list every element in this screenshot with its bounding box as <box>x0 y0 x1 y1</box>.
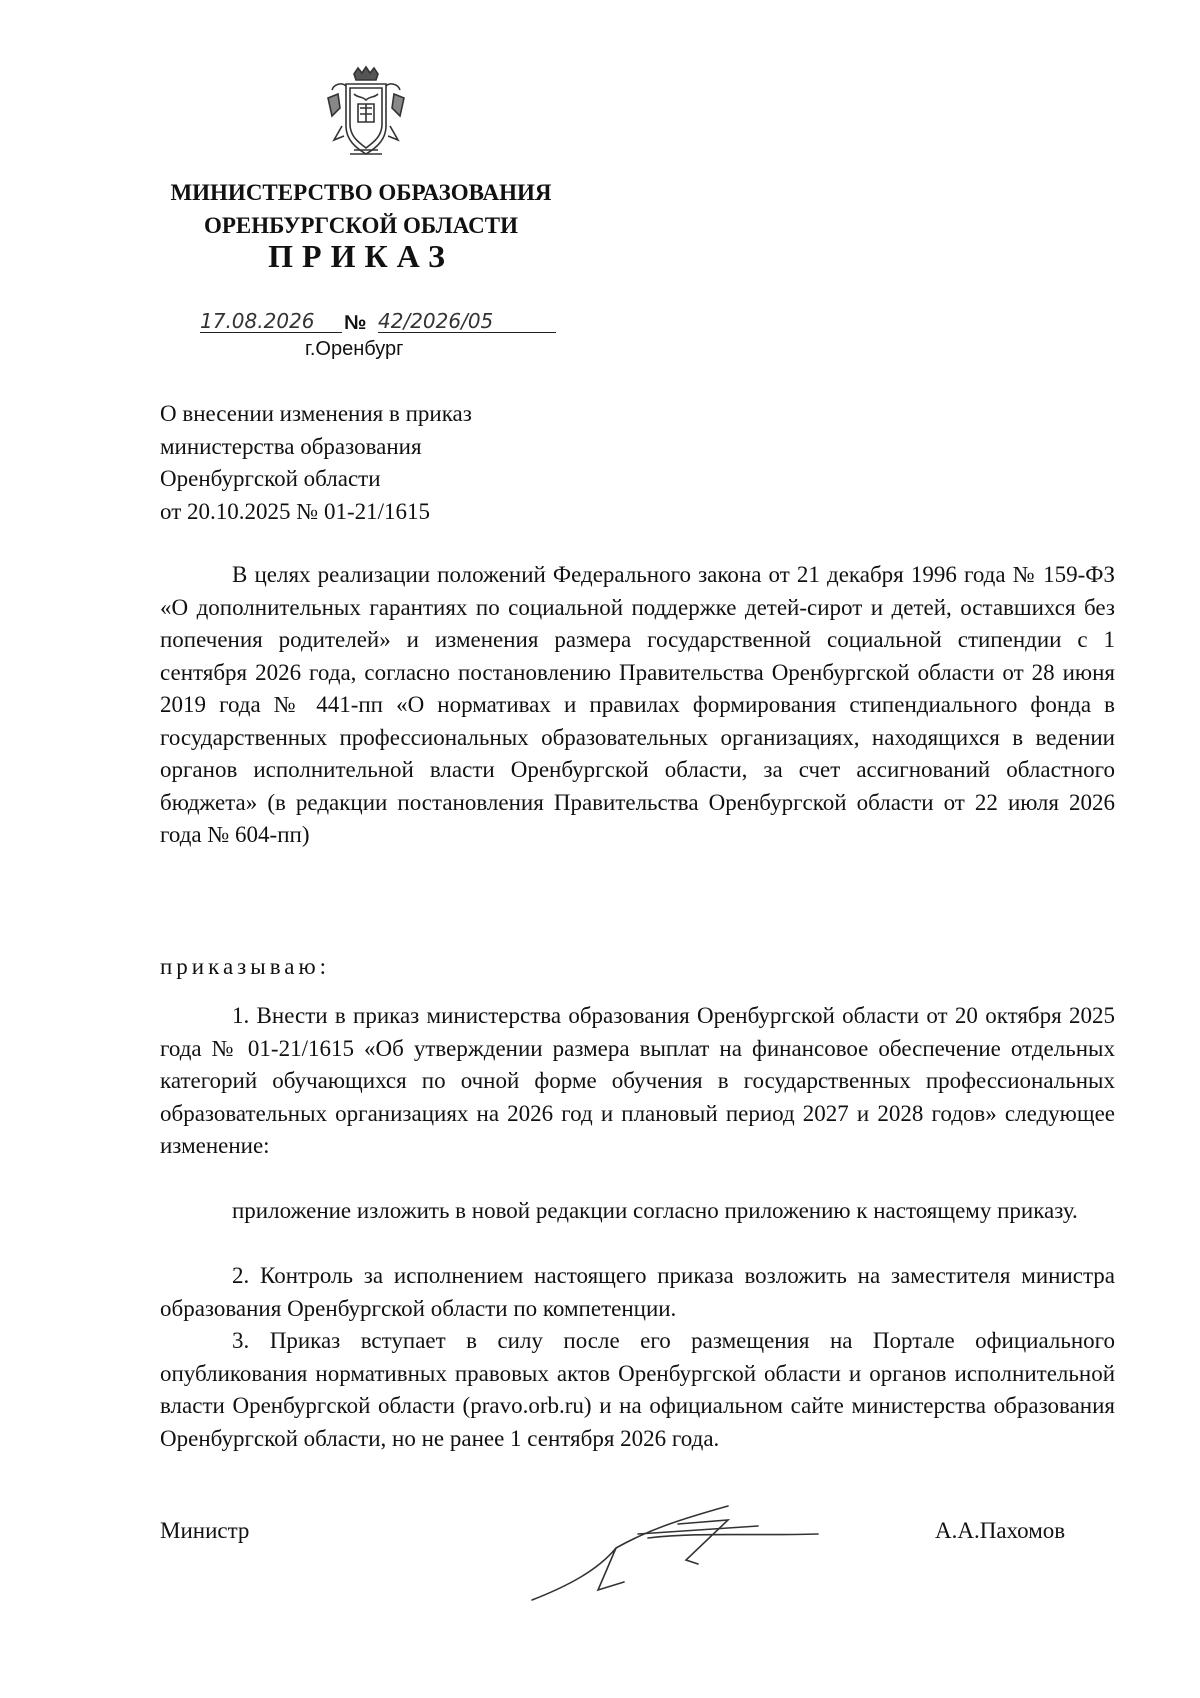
ministry-header <box>155 176 567 242</box>
subject-line: Оренбургской области <box>160 466 381 491</box>
signature-image <box>528 1490 828 1610</box>
ministry-name-line2: ОРЕНБУРГСКОЙ ОБЛАСТИ <box>203 213 519 238</box>
number-label: № <box>344 312 367 334</box>
order-item-1-sub: приложение изложить в новой редакции согласно приложению к настоящему приказу. <box>232 1198 1078 1223</box>
ministry-name-line1: МИНИСТЕРСТВО ОБРАЗОВАНИЯ <box>170 180 552 205</box>
subject-line: от 20.10.2025 № 01-21/1615 <box>160 498 430 524</box>
registration-line <box>200 306 560 342</box>
city-label: г.Оренбург <box>305 338 404 360</box>
order-item-3: 3. Приказ вступает в силу после его размещения на Портале официального опубликования нормативных правовых актов Оренбургской области и органов исполнительной власти Оренбургской области (pravo.orb.ru) и на официальном сайте министерства образования Оренбургской области, но не ранее 1 сентября 2026 года. <box>160 1328 1115 1451</box>
document-type-title: ПРИКАЗ <box>268 238 454 274</box>
order-item-1: 1. Внести в приказ министерства образования Оренбургской области от 20 октября 2025 года № 01-21/1615 «Об утверждении размера выплат на финансовое обеспечение отдельных категорий обучающихся по очной форме обучения в государственных профессиональных образовательных организациях на 2026 год и плановый период 2027 и 2028 годов» следующее изменение: <box>160 1003 1115 1158</box>
coat-of-arms-icon <box>324 64 408 160</box>
handwritten-number: 42/2026/05 <box>378 310 556 333</box>
handwritten-date: 17.08.2026 <box>200 310 342 333</box>
subject-line: О внесении изменения в приказ <box>160 401 472 426</box>
document-subject <box>160 398 620 528</box>
signatory-role: Министр <box>160 1518 250 1543</box>
order-word: приказываю: <box>160 954 331 979</box>
preamble-paragraph: В целях реализации положений Федерального закона от 21 декабря 1996 года № 159-ФЗ «О дополнительных гарантиях по социальной поддержке детей-сирот и детей, оставшихся без попечения родителей» и изменения размера государственной социальной стипендии с 1 сентября 2026 года, согласно постановлению Правительства Оренбургской области от 28 июня 2019 года № 441-пп «О нормативах и правилах формирования стипендиального фонда в государственных профессиональных образовательных организациях, находящихся в ведении органов исполнительной власти Оренбургской области, за счет ассигнований областного бюджета» (в редакции постановления Правительства Оренбургской области от 22 июля 2026 года № 604-пп) <box>160 562 1115 847</box>
order-item-2: 2. Контроль за исполнением настоящего приказа возложить на заместителя министра образования Оренбургской области по компетенции. <box>160 1263 1115 1321</box>
signatory-name: А.А.Пахомов <box>935 1518 1066 1543</box>
subject-line: министерства образования <box>160 433 422 459</box>
